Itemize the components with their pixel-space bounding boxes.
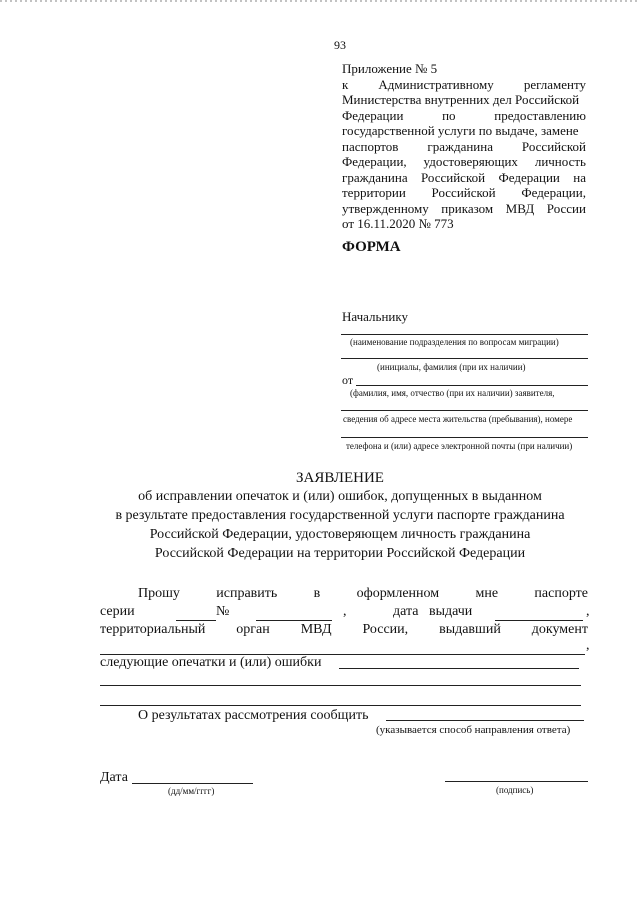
appendix-word: приказом — [441, 200, 494, 216]
appendix-line — [342, 201, 586, 217]
appendix-word: Федерации — [498, 169, 560, 185]
subtitle-line: об исправлении опечаток и (или) ошибок, допущенных в выданном — [138, 489, 542, 504]
request-line-1 — [138, 586, 588, 602]
errors-field-3[interactable] — [100, 705, 581, 706]
series-label: серии — [100, 604, 135, 619]
appendix-word: гражданина — [427, 138, 493, 154]
body-word: мне — [475, 586, 499, 601]
appendix-word: Российской — [421, 169, 486, 185]
appendix-word: Федерации, — [342, 154, 407, 169]
contact-hint: телефона и (или) адресе электронной почты (при наличии) — [346, 441, 573, 451]
page-number: 93 — [334, 38, 346, 52]
appendix-word: на — [573, 169, 586, 185]
from-label: от — [342, 373, 354, 387]
department-line[interactable] — [341, 334, 588, 335]
date-label: Дата — [100, 770, 128, 785]
appendix-word: Федерации — [342, 107, 404, 123]
appendix-word: по — [442, 107, 456, 123]
appendix-word: Федерации, — [521, 185, 586, 200]
addressee-head: Начальнику — [342, 309, 409, 324]
appendix-line — [342, 123, 586, 139]
appendix-word: от 16.11.2020 № 773 — [342, 216, 454, 231]
signature-field[interactable] — [445, 781, 588, 782]
comma-3: , — [586, 638, 590, 653]
appendix-word: регламенту — [523, 76, 586, 92]
initials-hint: (инициалы, фамилия (при их наличии) — [377, 362, 526, 372]
body-word: оформленном — [356, 586, 440, 601]
department-hint: (наименование подразделения по вопросам миграции) — [350, 337, 559, 347]
body-word: исправить — [216, 586, 278, 601]
number-sign: № — [216, 604, 230, 619]
appendix-word: паспортов — [342, 138, 399, 154]
appendix-word: Российской — [431, 185, 496, 200]
body-word: МВД — [300, 622, 332, 637]
body-word: выдавший — [439, 622, 501, 637]
body-word: России, — [362, 622, 409, 637]
body-word: территориальный — [100, 622, 206, 637]
request-line-3 — [100, 622, 588, 638]
result-field[interactable] — [386, 720, 584, 721]
appendix-line — [342, 92, 586, 108]
comma-1: , — [343, 604, 347, 619]
appendix-line — [342, 139, 586, 155]
appendix-line — [342, 154, 586, 170]
appendix-line — [342, 170, 586, 186]
appendix-title: Приложение № 5 — [342, 61, 438, 76]
appendix-line — [342, 108, 586, 124]
applicant-hint: (фамилия, имя, отчество (при их наличии) заявителя, — [350, 388, 555, 398]
result-hint: (указывается способ направления ответа) — [376, 724, 571, 736]
appendix-word: МВД — [505, 200, 535, 216]
comma-2: , — [586, 604, 590, 619]
statement-title: ЗАЯВЛЕНИЕ — [296, 470, 384, 486]
body-word: орган — [236, 622, 270, 637]
appendix-block — [342, 61, 586, 232]
body-word: в — [313, 586, 321, 601]
errors-label: следующие опечатки и (или) ошибки — [100, 655, 322, 670]
appendix-line — [342, 77, 586, 93]
scan-edge — [0, 0, 640, 2]
result-label: О результатах рассмотрения сообщить — [138, 708, 369, 723]
subtitle-line: Российской Федерации на территории Российской Федерации — [154, 546, 526, 561]
date-hint: (дд/мм/гггг) — [168, 786, 215, 796]
appendix-word: личность — [534, 154, 586, 169]
contact-line[interactable] — [341, 437, 588, 438]
appendix-line — [342, 185, 586, 201]
date-field[interactable] — [132, 783, 253, 784]
appendix-word: России — [546, 200, 586, 216]
appendix-word: территории — [342, 185, 406, 200]
number-field[interactable] — [256, 620, 332, 621]
appendix-word: Министерства внутренних дел Российской — [342, 92, 580, 107]
appendix-word: предоставлению — [494, 107, 586, 123]
errors-field-1[interactable] — [339, 668, 579, 669]
statement-subtitle — [80, 487, 600, 563]
body-word: документ — [531, 622, 588, 637]
appendix-word: удостоверяющих — [423, 154, 518, 169]
residence-hint: сведения об адресе места жительства (пребывания), номере — [343, 414, 573, 424]
body-word: Прошу — [138, 586, 180, 601]
issue-date-label: дата выдачи — [393, 604, 473, 619]
appendix-word: гражданина — [342, 169, 408, 185]
residence-line[interactable] — [341, 410, 588, 411]
appendix-word: к — [342, 76, 349, 92]
subtitle-line: в результате предоставления государственной услуги паспорте гражданина — [115, 508, 565, 523]
errors-field-2[interactable] — [100, 685, 581, 686]
series-field[interactable] — [176, 620, 216, 621]
appendix-text — [342, 77, 586, 232]
form-label: ФОРМА — [342, 239, 401, 255]
signature-hint: (подпись) — [496, 785, 534, 795]
initials-line[interactable] — [341, 358, 588, 359]
appendix-line — [342, 216, 586, 232]
appendix-word: Российской — [521, 138, 586, 154]
body-word: паспорте — [534, 586, 588, 601]
issue-date-field[interactable] — [495, 620, 583, 621]
appendix-word: утвержденному — [342, 200, 429, 216]
appendix-word: Административному — [378, 76, 494, 92]
subtitle-line: Российской Федерации, удостоверяющем личность гражданина — [149, 527, 531, 542]
applicant-line[interactable] — [356, 385, 588, 386]
appendix-word: государственной услуги по выдаче, замене — [342, 123, 579, 138]
